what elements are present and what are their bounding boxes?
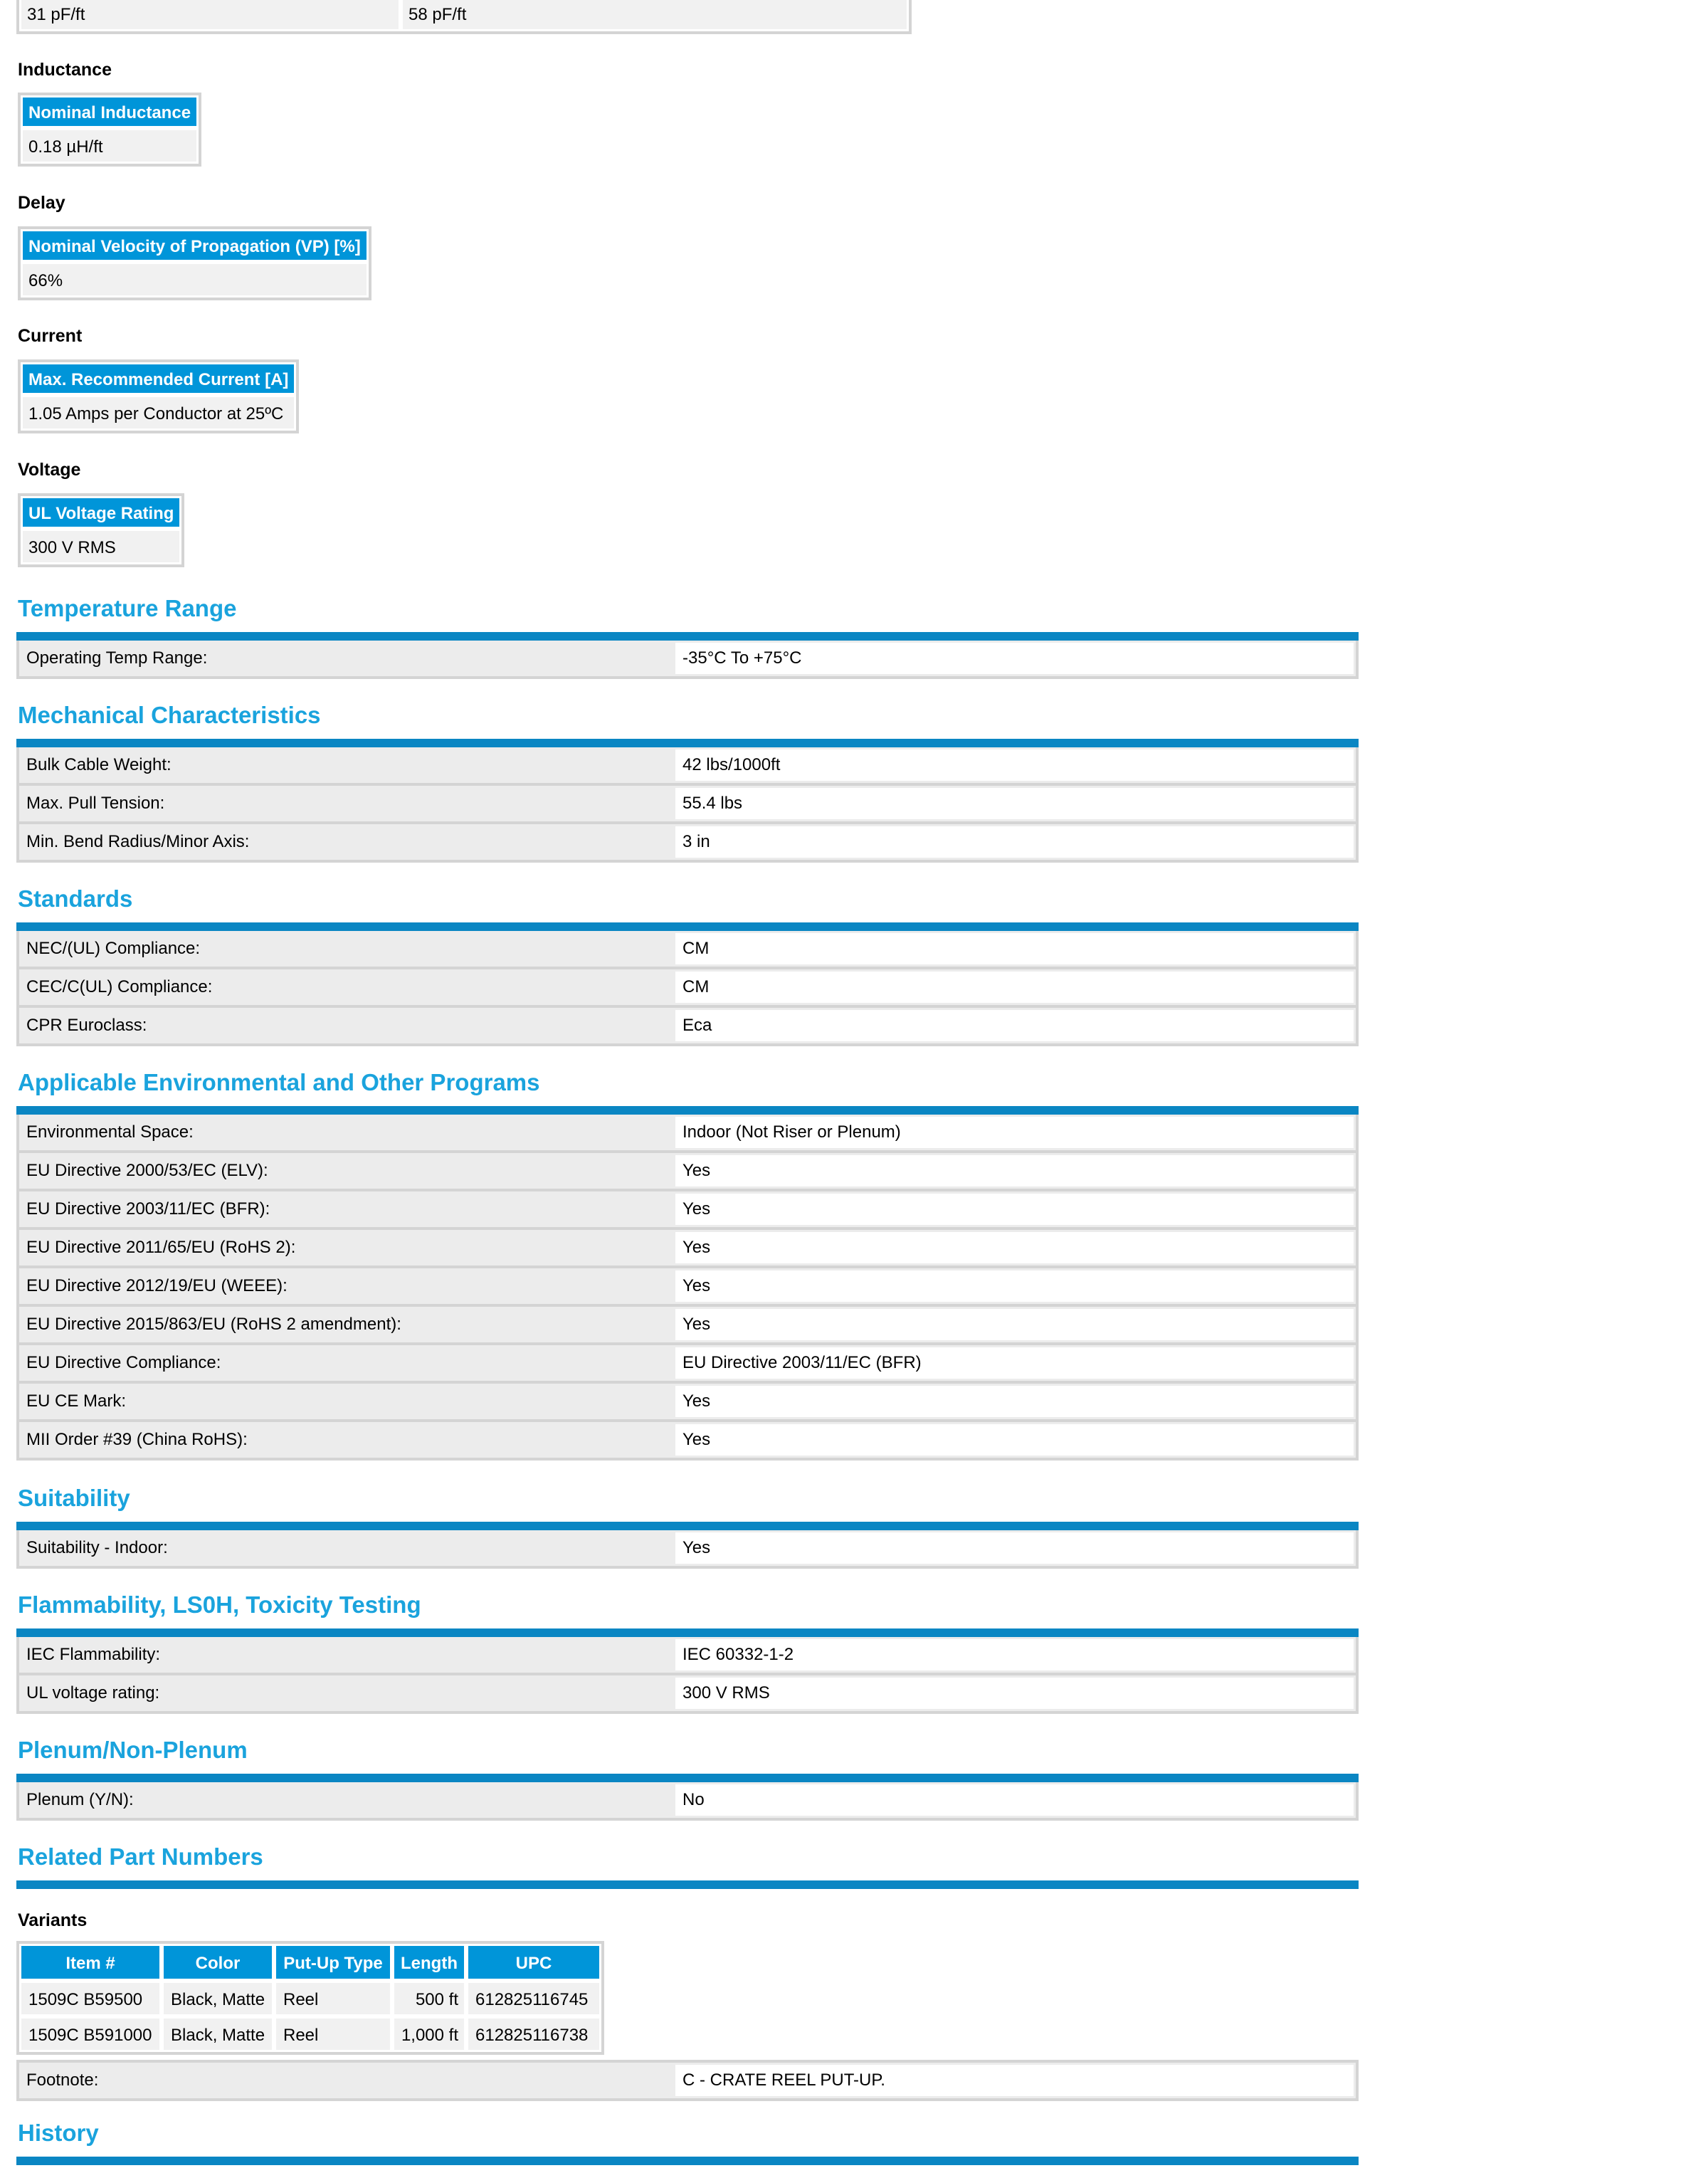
property-key: Max. Pull Tension: <box>19 786 675 821</box>
property-key: EU Directive 2000/53/EC (ELV): <box>19 1153 675 1189</box>
property-key: NEC/(UL) Compliance: <box>19 931 675 967</box>
table-row <box>19 967 1356 1005</box>
property-value: No <box>675 1782 1356 1818</box>
section-bar <box>16 1628 1359 1637</box>
property-value: CM <box>675 969 1356 1005</box>
table-row <box>19 1115 1356 1150</box>
current-label: Current <box>18 326 83 346</box>
variants-col-item: Item # <box>19 1944 162 1981</box>
table-row <box>19 931 1356 967</box>
capacitance-right-value: 58 pF/ft <box>401 0 909 31</box>
property-value: Yes <box>675 1268 1356 1304</box>
property-value: Yes <box>675 1191 1356 1227</box>
variant-upc: 612825116745 <box>466 1981 601 2016</box>
delay-header: Nominal Velocity of Propagation (VP) [%] <box>21 229 369 262</box>
current-table <box>18 359 299 433</box>
variant-upc: 612825116738 <box>466 2016 601 2052</box>
property-value: 42 lbs/1000ft <box>675 747 1356 783</box>
table-row <box>19 641 1356 676</box>
section-title-history: History <box>18 2120 99 2146</box>
current-value: 1.05 Amps per Conductor at 25ºC <box>21 395 296 431</box>
table-row <box>19 1673 1356 1711</box>
table-row <box>19 1189 1356 1227</box>
variant-color: Black, Matte <box>162 1981 274 2016</box>
property-value: Yes <box>675 1530 1356 1566</box>
variant-item: 1509C B591000 <box>19 2016 162 2052</box>
table-row <box>19 1981 601 2016</box>
variant-length: 1,000 ft <box>392 2016 466 2052</box>
variant-putup: Reel <box>274 1981 392 2016</box>
section-title-temperature: Temperature Range <box>18 595 237 621</box>
property-key: Environmental Space: <box>19 1115 675 1150</box>
table-row <box>19 821 1356 860</box>
table-row <box>19 2063 1356 2098</box>
property-key: Bulk Cable Weight: <box>19 747 675 783</box>
property-value: Yes <box>675 1230 1356 1265</box>
property-key: EU Directive Compliance: <box>19 1345 675 1381</box>
variant-length: 500 ft <box>392 1981 466 2016</box>
section-bar <box>16 1106 1359 1115</box>
flammability-table <box>16 1637 1359 1714</box>
table-row <box>19 1637 1356 1673</box>
property-value: Yes <box>675 1153 1356 1189</box>
variants-label: Variants <box>18 1910 88 1930</box>
section-bar <box>16 632 1359 641</box>
table-row <box>19 747 1356 783</box>
inductance-header: Nominal Inductance <box>21 95 199 128</box>
property-key: IEC Flammability: <box>19 1637 675 1673</box>
delay-label: Delay <box>18 193 65 213</box>
table-row <box>19 1381 1356 1419</box>
footnote-table <box>16 2060 1359 2101</box>
voltage-table <box>18 493 184 567</box>
property-key: EU Directive 2015/863/EU (RoHS 2 amendment): <box>19 1307 675 1342</box>
table-row <box>19 1782 1356 1818</box>
section-bar <box>16 922 1359 931</box>
property-value: Yes <box>675 1422 1356 1458</box>
table-row <box>19 1342 1356 1381</box>
variant-item: 1509C B59500 <box>19 1981 162 2016</box>
variants-table <box>16 1941 604 2055</box>
table-row <box>19 1530 1356 1566</box>
property-value: Yes <box>675 1307 1356 1342</box>
section-title-mechanical: Mechanical Characteristics <box>18 702 321 728</box>
section-bar <box>16 739 1359 747</box>
delay-value: 66% <box>21 262 369 298</box>
table-row <box>19 1419 1356 1458</box>
inductance-table <box>18 93 201 167</box>
capacitance-left-value: 31 pF/ft <box>19 0 401 31</box>
table-row <box>19 1227 1356 1265</box>
table-row <box>19 2016 601 2052</box>
property-key: EU CE Mark: <box>19 1384 675 1419</box>
temperature-table <box>16 641 1359 679</box>
footnote-value: C - CRATE REEL PUT-UP. <box>675 2063 1356 2098</box>
property-key: Min. Bend Radius/Minor Axis: <box>19 824 675 860</box>
property-key: Plenum (Y/N): <box>19 1782 675 1818</box>
capacitance-table <box>16 0 912 34</box>
section-bar <box>16 2157 1359 2165</box>
table-row <box>19 1005 1356 1043</box>
section-title-standards: Standards <box>18 885 133 912</box>
suitability-table <box>16 1530 1359 1569</box>
property-value: 55.4 lbs <box>675 786 1356 821</box>
property-key: EU Directive 2011/65/EU (RoHS 2): <box>19 1230 675 1265</box>
variants-header-row <box>19 1944 601 1981</box>
property-value: 3 in <box>675 824 1356 860</box>
property-value: EU Directive 2003/11/EC (BFR) <box>675 1345 1356 1381</box>
section-bar <box>16 1774 1359 1782</box>
property-value: CM <box>675 931 1356 967</box>
property-key: UL voltage rating: <box>19 1675 675 1711</box>
property-value: Eca <box>675 1008 1356 1043</box>
section-title-suitability: Suitability <box>18 1485 130 1511</box>
property-value: 300 V RMS <box>675 1675 1356 1711</box>
property-key: Suitability - Indoor: <box>19 1530 675 1566</box>
voltage-header: UL Voltage Rating <box>21 496 181 529</box>
table-row <box>19 0 909 31</box>
footnote-key: Footnote: <box>19 2063 675 2098</box>
property-value: Yes <box>675 1384 1356 1419</box>
property-value: IEC 60332-1-2 <box>675 1637 1356 1673</box>
variants-col-upc: UPC <box>466 1944 601 1981</box>
property-value: -35°C To +75°C <box>675 641 1356 676</box>
table-row <box>19 1150 1356 1189</box>
variants-col-length: Length <box>392 1944 466 1981</box>
inductance-label: Inductance <box>18 60 112 80</box>
mechanical-table <box>16 747 1359 863</box>
voltage-label: Voltage <box>18 460 81 480</box>
section-bar <box>16 1522 1359 1530</box>
variant-color: Black, Matte <box>162 2016 274 2052</box>
table-row <box>19 1304 1356 1342</box>
property-key: EU Directive 2012/19/EU (WEEE): <box>19 1268 675 1304</box>
delay-table <box>18 226 371 300</box>
environmental-table <box>16 1115 1359 1461</box>
current-header: Max. Recommended Current [A] <box>21 362 296 395</box>
standards-table <box>16 931 1359 1046</box>
section-title-environmental: Applicable Environmental and Other Programs <box>18 1069 540 1095</box>
variants-col-color: Color <box>162 1944 274 1981</box>
property-key: EU Directive 2003/11/EC (BFR): <box>19 1191 675 1227</box>
property-value: Indoor (Not Riser or Plenum) <box>675 1115 1356 1150</box>
property-key: MII Order #39 (China RoHS): <box>19 1422 675 1458</box>
variants-col-putup: Put-Up Type <box>274 1944 392 1981</box>
inductance-value: 0.18 µH/ft <box>21 128 199 164</box>
property-key: Operating Temp Range: <box>19 641 675 676</box>
section-title-flammability: Flammability, LS0H, Toxicity Testing <box>18 1591 421 1618</box>
plenum-table <box>16 1782 1359 1821</box>
voltage-value: 300 V RMS <box>21 529 181 564</box>
table-row <box>19 1265 1356 1304</box>
property-key: CPR Euroclass: <box>19 1008 675 1043</box>
section-bar <box>16 1880 1359 1889</box>
table-row <box>19 783 1356 821</box>
section-title-plenum: Plenum/Non-Plenum <box>18 1737 248 1763</box>
variant-putup: Reel <box>274 2016 392 2052</box>
property-key: CEC/C(UL) Compliance: <box>19 969 675 1005</box>
section-title-related: Related Part Numbers <box>18 1843 263 1870</box>
